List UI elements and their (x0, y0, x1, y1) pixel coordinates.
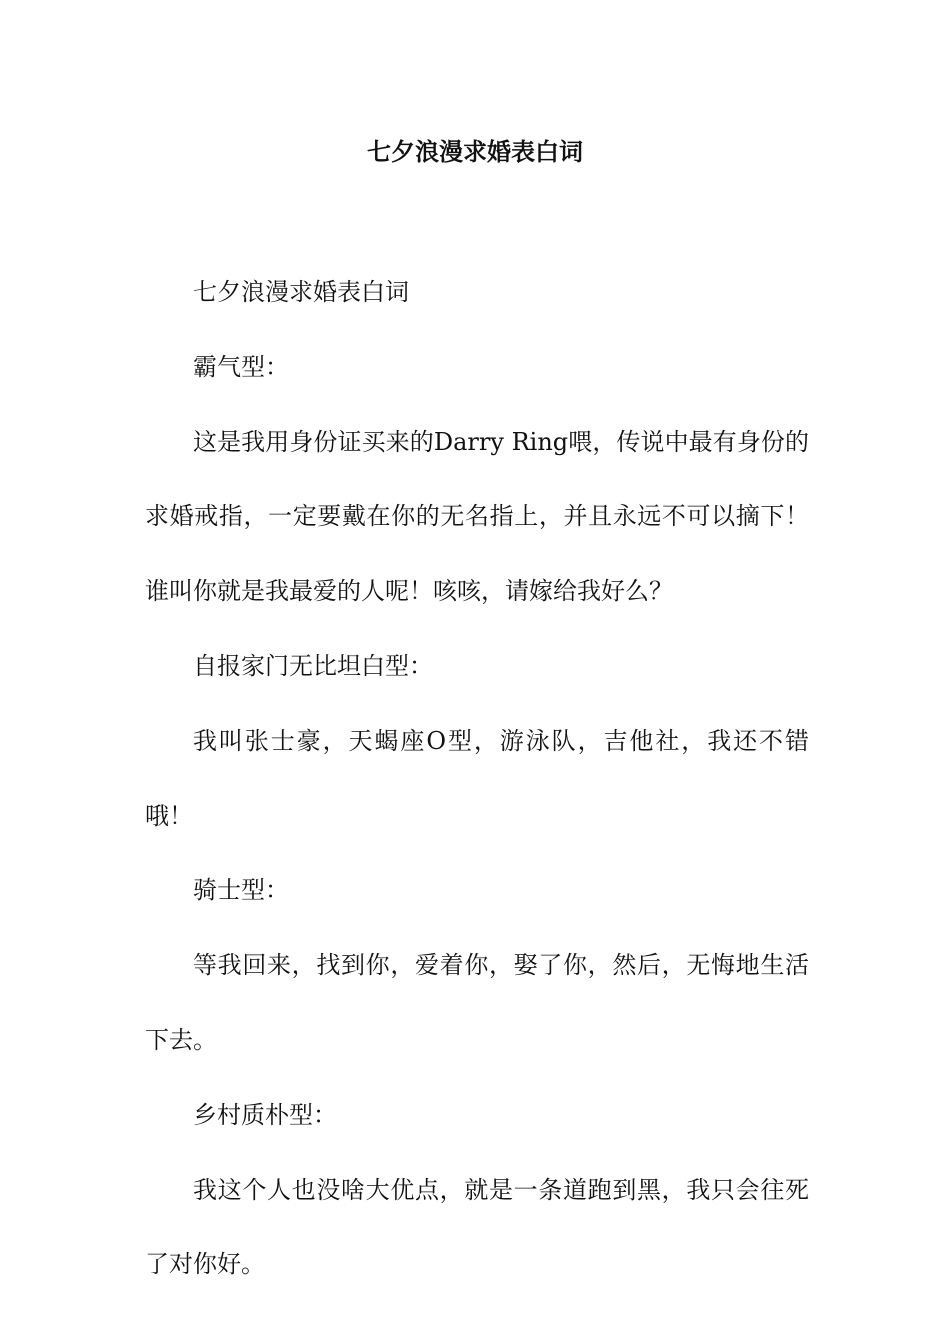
paragraph-heading-knight: 骑士型： (193, 876, 289, 905)
document-title: 七夕浪漫求婚表白词 (367, 137, 583, 166)
paragraph-heading-domineering: 霸气型： (193, 352, 289, 381)
paragraph-heading-self-intro: 自报家门无比坦白型： (193, 651, 433, 680)
paragraph-rustic-text: 我这个人也没啥大优点，就是一条道跑到黑，我只会往死了对你好。 (145, 1175, 809, 1279)
paragraph-self-intro-text: 我叫张士豪，天蝎座O型，游泳队，吉他社，我还不错哦！ (145, 726, 809, 830)
paragraph-heading-rustic: 乡村质朴型： (193, 1100, 337, 1129)
paragraph-knight-text: 等我回来，找到你，爱着你，娶了你，然后，无悔地生活下去。 (145, 951, 809, 1054)
paragraph-domineering-text: 这是我用身份证买来的Darry Ring喂，传说中最有身份的求婚戒指，一定要戴在你的无名指上，并且永远不可以摘下！谁叫你就是我最爱的人呢！咳咳，请嫁给我好么？ (145, 427, 809, 606)
document-body (145, 255, 809, 1302)
paragraph-subtitle: 七夕浪漫求婚表白词 (193, 278, 409, 306)
